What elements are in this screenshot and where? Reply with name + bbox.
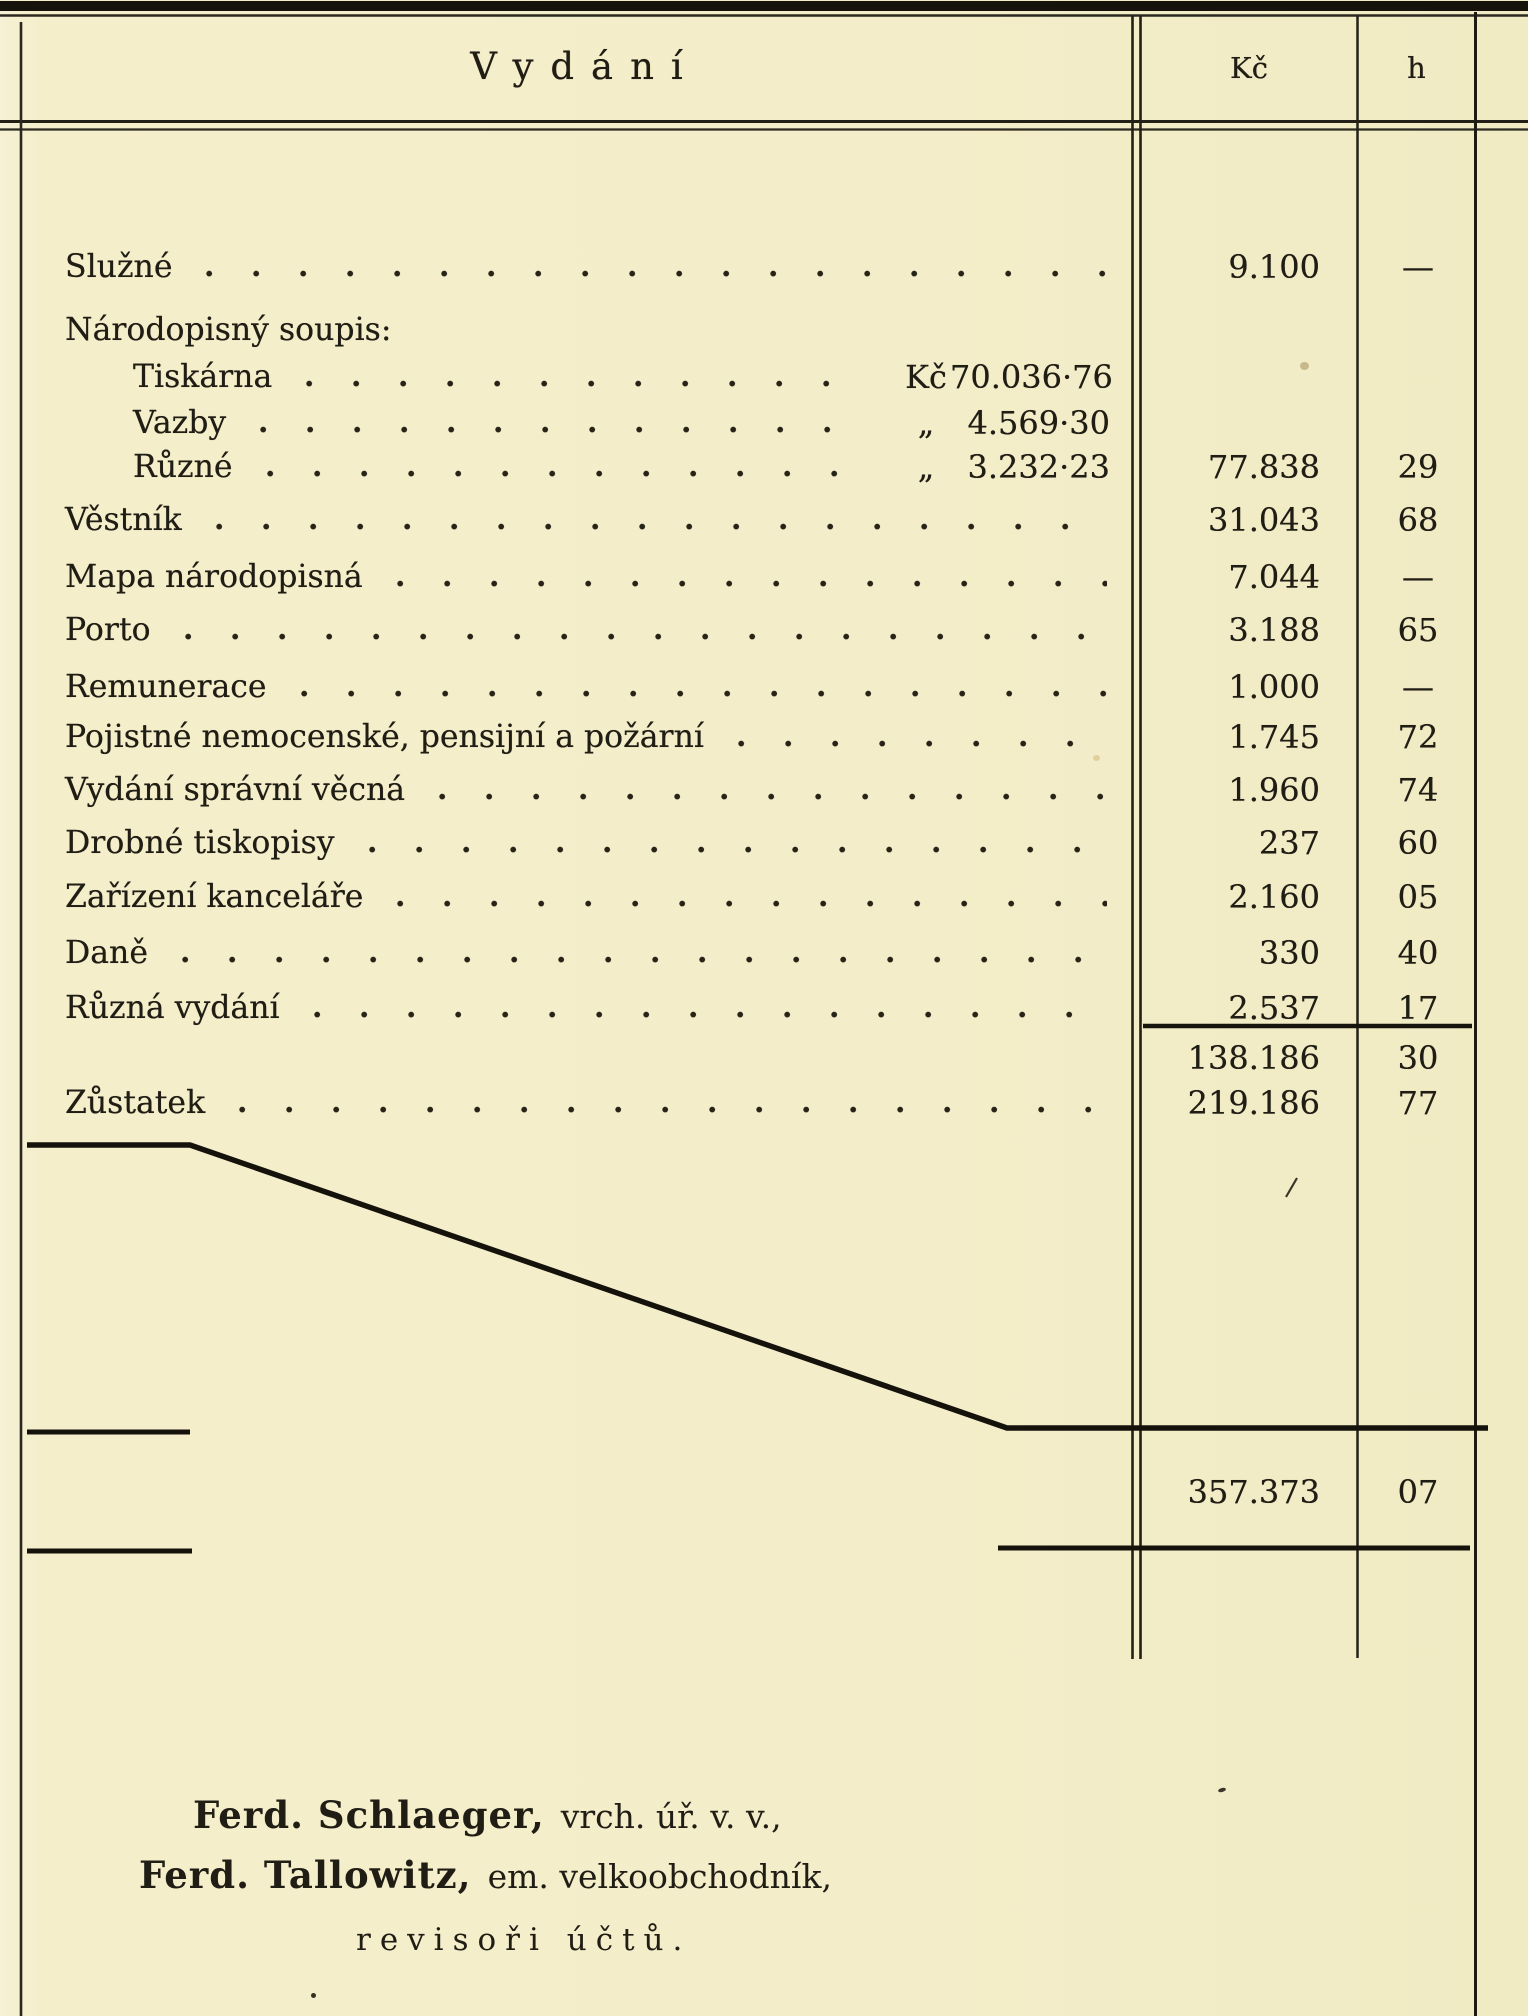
dot-leader (397, 900, 1107, 907)
expense-row (65, 876, 1115, 918)
expense-label: Daně (65, 935, 148, 971)
h-value: 29 (1397, 448, 1439, 486)
signature-line (139, 1853, 832, 1899)
kc-value: 330 (1258, 934, 1320, 972)
ink-speck (311, 1993, 316, 1998)
expense-label: Různé (133, 449, 233, 485)
dot-leader (397, 580, 1107, 587)
currency-prefix: Kč (905, 358, 947, 396)
kc-value: 7.044 (1228, 558, 1320, 596)
closing-diagonal-line (27, 1145, 1488, 1428)
expense-label: Vazby (133, 405, 227, 441)
expense-subrow (133, 446, 870, 488)
kc-value: 9.100 (1228, 248, 1320, 286)
expense-row (65, 609, 1115, 651)
h-value: 74 (1397, 771, 1439, 809)
dot-leader (216, 523, 1107, 530)
h-value: — (1402, 668, 1434, 706)
expense-row (65, 932, 1115, 974)
balance-label: Zůstatek (65, 1085, 206, 1121)
expense-label: Drobné tiskopisy (65, 825, 335, 861)
expense-label: Věstník (65, 502, 182, 538)
signature-caption: revisoři účtů. (356, 1922, 692, 1958)
column-header-kc: Kč (1230, 51, 1268, 85)
expense-label: Různá vydání (65, 990, 280, 1026)
expense-label: Pojistné nemocenské, pensijní a požární (65, 719, 704, 755)
h-value: 17 (1397, 989, 1439, 1027)
sub-amount: 3.232·23 (967, 448, 1110, 486)
expense-row (65, 716, 1115, 758)
h-value: — (1402, 248, 1434, 286)
signer-name: Ferd. Schlaeger, (193, 1793, 545, 1837)
grand-total-h-value: 07 (1397, 1473, 1439, 1511)
kc-value: 31.043 (1208, 501, 1320, 539)
expense-label: Služné (65, 249, 173, 285)
h-value: 68 (1397, 501, 1439, 539)
subtotal-h-value: 30 (1397, 1039, 1439, 1077)
expense-group-label: Národopisný soupis: (65, 312, 392, 348)
expense-row (65, 769, 1115, 811)
expense-subrow (133, 356, 870, 398)
h-value: 60 (1397, 824, 1439, 862)
signer-name: Ferd. Tallowitz, (139, 1853, 472, 1897)
signer-role: vrch. úř. v. v., (560, 1797, 782, 1836)
expense-row (65, 987, 1115, 1029)
ditto-mark: „ (917, 448, 935, 486)
expense-subrow (133, 402, 870, 444)
h-value: 40 (1397, 934, 1439, 972)
sub-amount: 70.036·76 (950, 358, 1113, 396)
expense-label: Zařízení kanceláře (65, 879, 364, 915)
dot-leader (369, 846, 1107, 853)
dot-leader (182, 956, 1107, 963)
balance-kc-value: 219.186 (1187, 1084, 1320, 1122)
kc-value: 1.960 (1228, 771, 1320, 809)
kc-value: 237 (1258, 824, 1320, 862)
dot-leader (185, 633, 1107, 640)
balance-row (65, 1082, 1115, 1124)
paper-speck (1300, 362, 1309, 370)
expense-label: Remunerace (65, 669, 267, 705)
expense-label: Tiskárna (133, 359, 273, 395)
expense-label: Mapa národopisná (65, 559, 363, 595)
dot-leader (239, 1106, 1107, 1113)
kc-value: 3.188 (1228, 611, 1320, 649)
column-header-h: h (1407, 51, 1426, 85)
kc-value: 2.537 (1228, 989, 1320, 1027)
sub-amount: 4.569·30 (967, 404, 1110, 442)
h-value: — (1402, 558, 1434, 596)
dot-leader (306, 380, 862, 387)
expense-label: Porto (65, 612, 151, 648)
h-value: 65 (1397, 611, 1439, 649)
dot-leader (301, 690, 1107, 697)
signer-role: em. velkoobchodník, (487, 1857, 832, 1896)
kc-value: 1.000 (1228, 668, 1320, 706)
dot-leader (314, 1011, 1107, 1018)
kc-value: 77.838 (1208, 448, 1320, 486)
expense-row (65, 666, 1115, 708)
dot-leader (439, 793, 1107, 800)
dot-leader (738, 740, 1107, 747)
expense-label: Vydání správní věcná (65, 772, 406, 808)
expense-row (65, 246, 1115, 288)
ditto-mark: „ (917, 404, 935, 442)
paper-speck (1093, 755, 1100, 761)
grand-total-kc-value: 357.373 (1187, 1473, 1320, 1511)
expense-row (65, 822, 1115, 864)
subtotal-kc-value: 138.186 (1187, 1039, 1320, 1077)
dot-leader (206, 270, 1107, 277)
kc-value: 2.160 (1228, 878, 1320, 916)
dot-leader (267, 470, 862, 477)
signature-line (193, 1793, 782, 1839)
kc-value: 1.745 (1228, 718, 1320, 756)
ink-tick-mark (1286, 1178, 1297, 1197)
h-value: 05 (1397, 878, 1439, 916)
column-header-expenses: Vydání (470, 45, 700, 88)
balance-h-value: 77 (1397, 1084, 1439, 1122)
expense-row (65, 499, 1115, 541)
expense-row (65, 556, 1115, 598)
expense-group-row (65, 309, 1115, 351)
h-value: 72 (1397, 718, 1439, 756)
dot-leader (260, 426, 862, 433)
